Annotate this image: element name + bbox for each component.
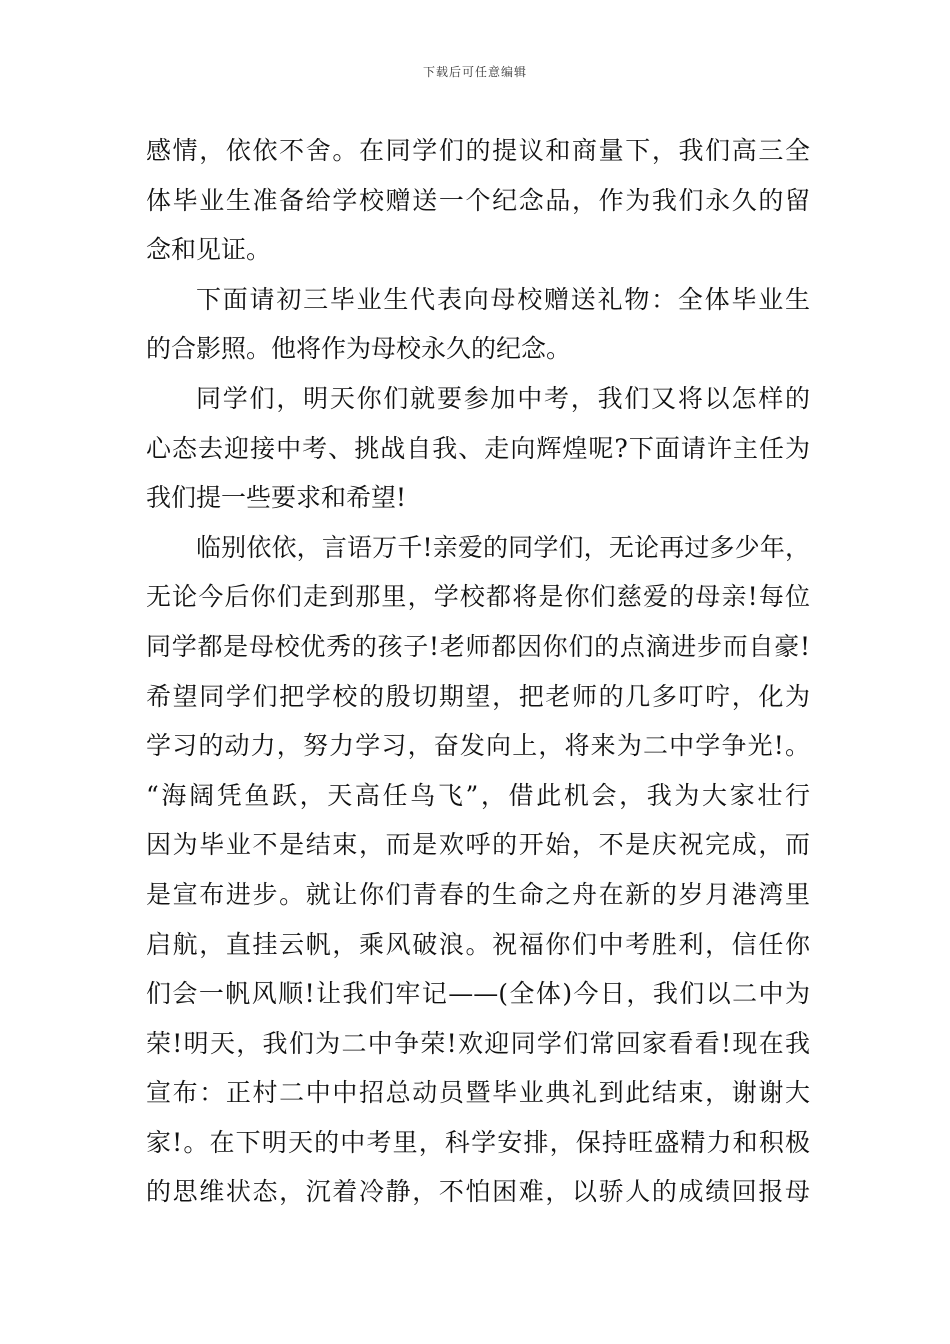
text-line: 下面请初三毕业生代表向母校赠送礼物：全体毕业生 <box>196 284 810 314</box>
text-line: “海阔凭鱼跃，天高任鸟飞”，借此机会，我为大家壮行 <box>146 780 810 810</box>
document-body <box>146 126 810 1217</box>
text-line: 的思维状态，沉着冷静，不怕困难，以骄人的成绩回报母 <box>146 1177 810 1207</box>
text-line: 感情，依依不舍。在同学们的提议和商量下，我们高三全 <box>146 136 810 165</box>
text-line: 宣布：正村二中中招总动员暨毕业典礼到此结束，谢谢大 <box>146 1078 810 1108</box>
text-line: 们会一帆风顺!让我们牢记——(全体)今日，我们以二中为 <box>146 979 810 1009</box>
text-line: 启航，直挂云帆，乘风破浪。祝福你们中考胜利，信任你 <box>146 929 810 959</box>
text-line: 我们提一些要求和希望! <box>146 483 407 513</box>
text-line: 荣!明天，我们为二中争荣!欢迎同学们常回家看看!现在我 <box>146 1028 810 1058</box>
text-line: 因为毕业不是结束，而是欢呼的开始，不是庆祝完成，而 <box>146 830 810 860</box>
text-line: 念和见证。 <box>146 235 272 265</box>
text-line: 是宣布进步。就让你们青春的生命之舟在新的岁月港湾里 <box>146 879 810 909</box>
text-line: 同学都是母校优秀的孩子!老师都因你们的点滴进步而自豪! <box>146 631 810 661</box>
text-line: 临别依依，言语万千!亲爱的同学们，无论再过多少年， <box>196 532 810 562</box>
text-line: 无论今后你们走到那里，学校都将是你们慈爱的母亲!每位 <box>146 582 810 612</box>
text-line: 学习的动力，努力学习，奋发向上，将来为二中学争光!。 <box>146 731 810 761</box>
text-line: 心态去迎接中考、挑战自我、走向辉煌呢?下面请许主任为 <box>146 433 810 463</box>
text-line: 的合影照。他将作为母校永久的纪念。 <box>146 334 572 364</box>
text-line: 希望同学们把学校的殷切期望，把老师的几多叮咛，化为 <box>146 681 810 711</box>
text-line: 家!。在下明天的中考里，科学安排，保持旺盛精力和积极 <box>146 1127 810 1157</box>
page-header: 下载后可任意编辑 <box>422 65 527 79</box>
text-line: 体毕业生准备给学校赠送一个纪念品，作为我们永久的留 <box>146 185 810 215</box>
text-line: 同学们，明天你们就要参加中考，我们又将以怎样的 <box>196 383 810 413</box>
